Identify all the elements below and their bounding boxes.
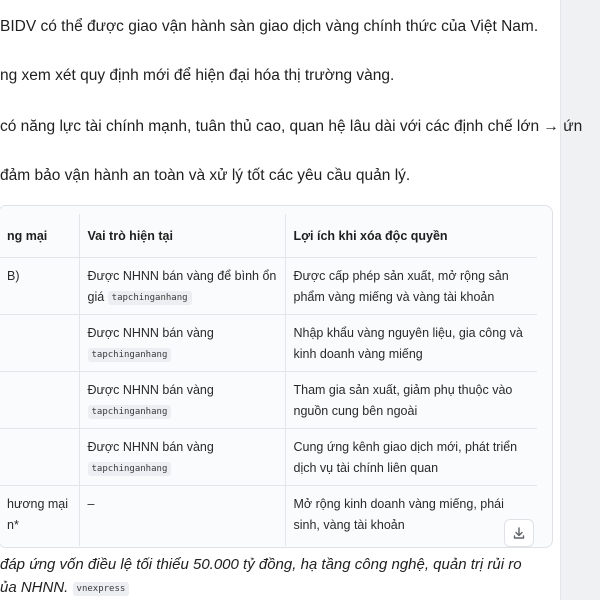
scroll-gutter [560,0,600,600]
source-tag[interactable]: tapchinganhang [88,348,172,362]
header-benefit: Lợi ích khi xóa độc quyền [285,214,537,257]
role-text: Được NHNN bán vàng để bình ổn giá [87,268,277,304]
cell-role [79,314,285,371]
paragraph-bidv: BIDV có thể được giao vận hành sàn giao dịch vàng chính thức của Việt Nam. [0,18,539,35]
cell-role [79,428,285,485]
paragraph-capacity: có năng lực tài chính mạnh, tuân thủ cao, quan hệ lâu dài với các định chế lớn → ứn [0,118,583,135]
header-current-role: Vai trò hiện tại [79,214,285,257]
footnote-line-2 [0,578,560,598]
role-text: Được NHNN bán vàng [87,325,214,340]
footnote-line-1: đáp ứng vốn điều lệ tối thiểu 50.000 tỷ đồng, hạ tầng công nghệ, quản trị rủi ro [0,556,522,573]
cell-bank [0,314,79,371]
cell-benefit: Tham gia sản xuất, giảm phụ thuộc vào nguồn cung bên ngoài [285,371,537,428]
cell-role: – [79,485,285,546]
download-table-button[interactable] [504,519,534,547]
source-tag[interactable]: tapchinganhang [108,291,192,305]
footnote-text: ủa NHNN. [0,579,69,596]
source-tag[interactable]: tapchinganhang [88,405,172,419]
table-header-row [0,214,537,257]
table-row [0,485,537,546]
cell-benefit: Nhập khẩu vàng nguyên liệu, gia công và kinh doanh vàng miếng [285,314,537,371]
comparison-table [0,214,537,546]
cell-bank [0,371,79,428]
cell-bank [0,428,79,485]
cell-benefit: Mở rộng kinh doanh vàng miếng, phái sinh, vàng tài khoản [293,496,504,532]
cell-bank: B) [0,257,79,314]
cell-role [79,371,285,428]
download-icon [512,526,526,540]
table-row [0,428,537,485]
header-bank: ng mại [0,214,79,257]
cell-benefit: Cung ứng kênh giao dịch mới, phát triển dịch vụ tài chính liên quan [285,428,537,485]
table-row [0,371,537,428]
role-text: Được NHNN bán vàng [87,382,214,397]
cell-role [79,257,285,314]
table-row [0,257,537,314]
source-tag[interactable]: tapchinganhang [88,462,172,476]
cell-bank: hương mại n* [0,485,79,546]
paragraph-safety: đảm bảo vận hành an toàn và xử lý tốt các yêu cầu quản lý. [0,167,411,184]
comparison-table-card [0,205,553,548]
paragraph-regulation: ng xem xét quy định mới để hiện đại hóa thị trường vàng. [0,67,395,84]
table-row [0,314,537,371]
role-text: Được NHNN bán vàng [87,439,214,454]
source-tag[interactable]: vnexpress [73,582,130,596]
cell-benefit: Được cấp phép sản xuất, mở rộng sản phẩm vàng miếng và vàng tài khoản [285,257,537,314]
